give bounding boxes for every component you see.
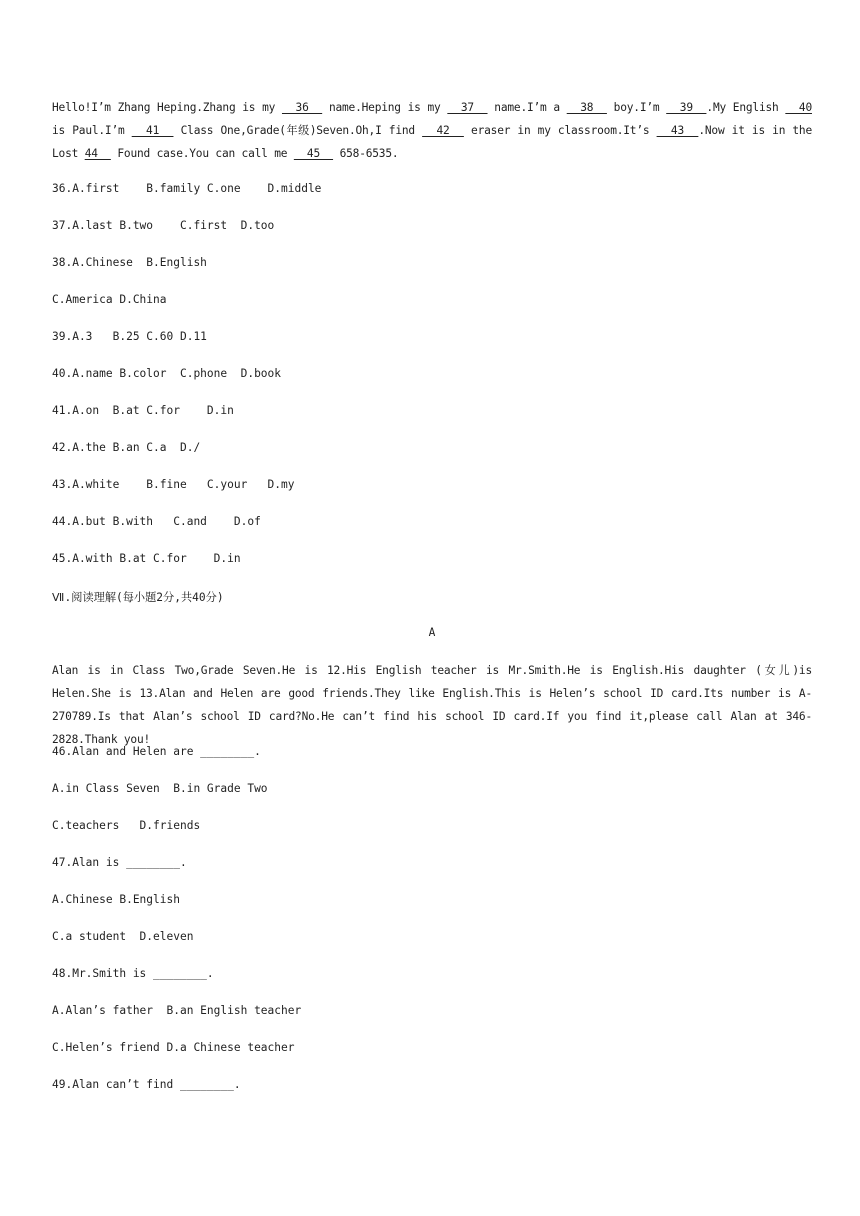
cloze-text: is Paul.I’m	[52, 124, 132, 137]
cloze-passage	[52, 96, 812, 165]
cloze-text: name.Heping is my	[322, 101, 448, 114]
blank-39: 39	[666, 101, 707, 114]
options-41: 41.A.on B.at C.for D.in	[52, 404, 234, 417]
options-40: 40.A.name B.color C.phone D.book	[52, 367, 282, 380]
blank-43: 43	[656, 124, 699, 137]
options-36: 36.A.first B.family C.one D.middle	[52, 182, 322, 195]
passage-label: A	[428, 626, 436, 639]
blank-36: 36	[281, 101, 323, 114]
blank-37: 37	[447, 101, 488, 114]
blank-45: 45	[293, 147, 334, 160]
cloze-text: .Now it is in the Lost	[52, 124, 813, 160]
question-46-options-a: A.in Class Seven B.in Grade Two	[52, 782, 268, 795]
options-42: 42.A.the B.an C.a D./	[52, 441, 201, 454]
blank-44: 44	[84, 147, 111, 160]
cloze-text: name.I’m a	[487, 101, 567, 114]
reading-passage: Alan is in Class Two,Grade Seven.He is 12.His English teacher is Mr.Smith.He is English.His daughter (女儿)is Helen.She is 13.Alan and Helen are good friends.They like English.This is Helen’s school ID card.Its number is A-270789.Is that Alan’s school ID card?No.He can’t find his school ID card.If you find it,please call Alan at 346-2828.Thank you!	[52, 664, 812, 746]
question-48-options-b: C.Helen’s friend D.a Chinese teacher	[52, 1041, 295, 1054]
options-38-b: C.America D.China	[52, 293, 167, 306]
cloze-text: boy.I’m	[606, 101, 667, 114]
options-44: 44.A.but B.with C.and D.of	[52, 515, 261, 528]
blank-40: 40	[785, 101, 812, 114]
question-48: 48.Mr.Smith is ________.	[52, 967, 214, 980]
options-43: 43.A.white B.fine C.your D.my	[52, 478, 295, 491]
cloze-text: .My English	[706, 101, 786, 114]
cloze-text: Found case.You can call me	[110, 147, 294, 160]
question-47: 47.Alan is ________.	[52, 856, 187, 869]
options-39: 39.A.3 B.25 C.60 D.11	[52, 330, 207, 343]
blank-41: 41	[131, 124, 174, 137]
options-37: 37.A.last B.two C.first D.too	[52, 219, 275, 232]
section-heading: Ⅶ.阅读理解(每小题2分,共40分)	[52, 591, 224, 604]
options-45: 45.A.with B.at C.for D.in	[52, 552, 241, 565]
blank-38: 38	[566, 101, 607, 114]
blank-42: 42	[422, 124, 464, 137]
question-46-options-b: C.teachers D.friends	[52, 819, 201, 832]
question-49: 49.Alan can’t find ________.	[52, 1078, 241, 1091]
question-47-options-a: A.Chinese B.English	[52, 893, 180, 906]
question-48-options-a: A.Alan’s father B.an English teacher	[52, 1004, 302, 1017]
options-38-a: 38.A.Chinese B.English	[52, 256, 207, 269]
cloze-text: eraser in my classroom.It’s	[463, 124, 657, 137]
cloze-text: 658-6535.	[333, 147, 399, 160]
cloze-text: Class One,Grade(年级)Seven.Oh,I find	[173, 124, 423, 137]
question-47-options-b: C.a student D.eleven	[52, 930, 194, 943]
cloze-text: Hello!I’m Zhang Heping.Zhang is my	[52, 101, 282, 114]
question-46: 46.Alan and Helen are ________.	[52, 745, 261, 758]
